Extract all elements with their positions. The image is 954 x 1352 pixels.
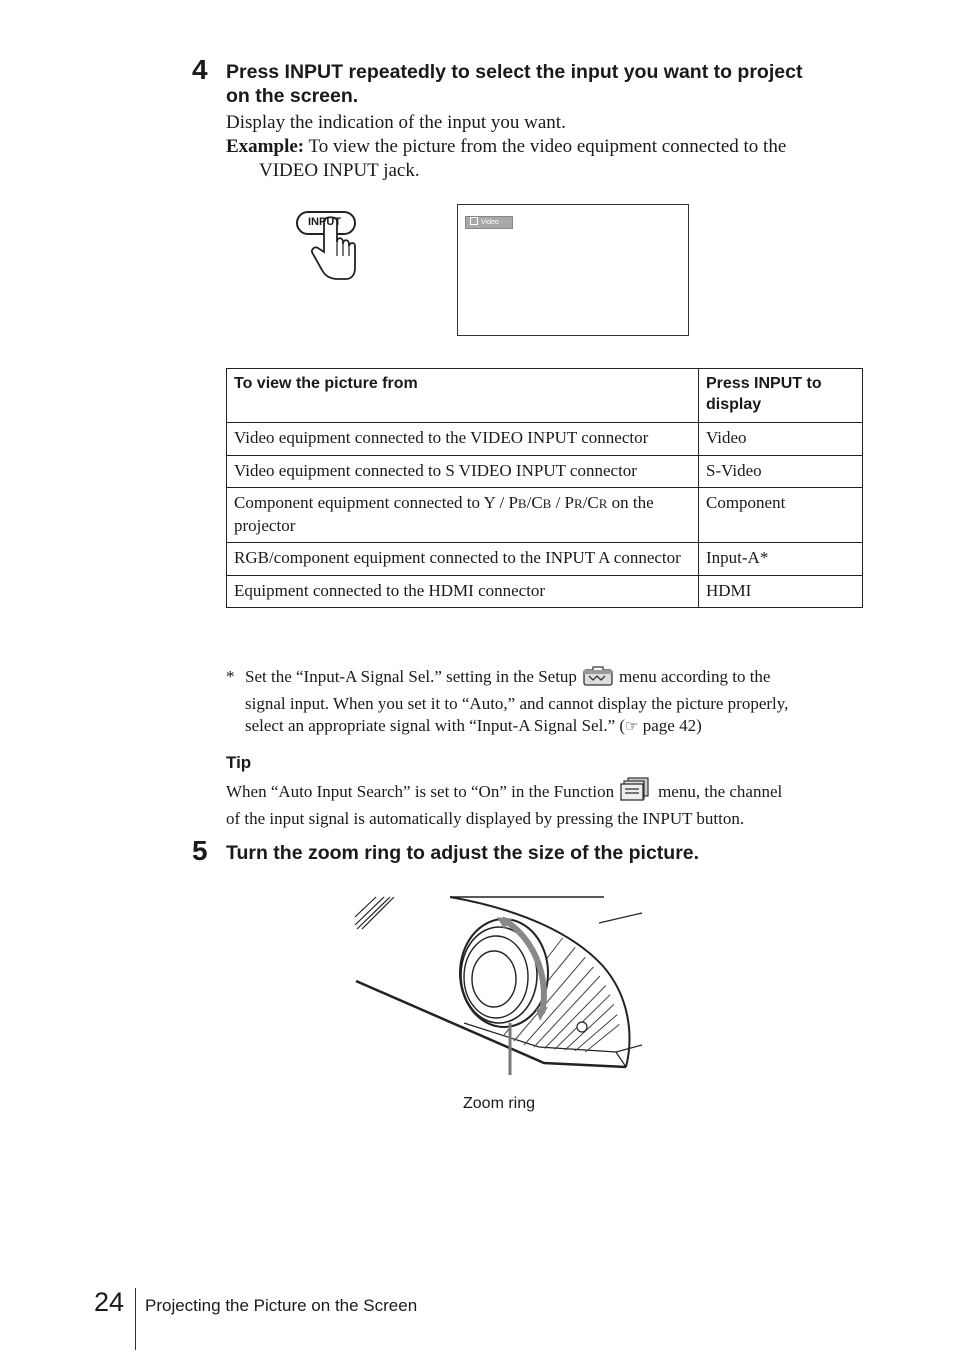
cell-text: /C [526, 493, 543, 512]
body-paragraph: Display the indication of the input you want. [226, 112, 566, 133]
input-button-label: INPUT [308, 216, 341, 228]
cell-text: B [517, 496, 527, 511]
table-cell: Component [699, 488, 863, 543]
step-heading-line: on the screen. [226, 85, 359, 107]
screen-illustration [457, 204, 689, 336]
table-cell: Input-A* [699, 543, 863, 576]
input-table [226, 368, 863, 608]
tip-heading: Tip [226, 753, 252, 772]
example-text: To view the picture from the video equipment connected to the [308, 136, 787, 157]
step-body [226, 111, 876, 183]
footer-divider [135, 1288, 136, 1350]
step-number: 4 [192, 54, 208, 85]
cell-text: R [574, 496, 583, 511]
table-header-row [227, 369, 863, 423]
footnote-text: select an appropriate signal with “Input-A Signal Sel.” ( [245, 716, 626, 735]
input-indicator [465, 216, 513, 229]
example-text-continued: VIDEO INPUT jack. [259, 160, 420, 181]
footnote-text: signal input. When you set it to “Auto,” and cannot display the picture properly, [245, 693, 789, 713]
function-menu-icon [620, 777, 652, 808]
table-cell [227, 488, 699, 543]
table-cell: Video [699, 423, 863, 456]
footnote [226, 666, 866, 739]
example-label: Example: [226, 136, 305, 157]
footnote-mark: * [226, 667, 235, 686]
table-cell: Equipment connected to the HDMI connector [227, 575, 699, 608]
projector-lens-illustration [354, 895, 644, 1075]
cell-text: Component equipment connected to Y / P [234, 493, 518, 512]
table-header: Press INPUT to display [699, 369, 863, 423]
cell-text: B [542, 496, 552, 511]
page-number: 24 [94, 1287, 125, 1317]
table-cell: Video equipment connected to S VIDEO INPUT connector [227, 455, 699, 488]
tip-text: When “Auto Input Search” is set to “On” in the Function [226, 782, 615, 801]
setup-menu-icon [583, 666, 613, 693]
table-row [227, 543, 863, 576]
cell-text: / P [551, 493, 575, 512]
step-heading: Turn the zoom ring to adjust the size of the picture. [226, 842, 700, 864]
tip-text: of the input signal is automatically displayed by pressing the INPUT button. [226, 808, 745, 828]
footnote-text: Set the “Input-A Signal Sel.” setting in the Setup [245, 667, 577, 686]
step-heading-line: Press INPUT repeatedly to select the input you want to project [226, 61, 803, 83]
input-button-illustration [294, 208, 364, 288]
table-row [227, 488, 863, 543]
table-header: To view the picture from [227, 369, 699, 423]
cell-text: on the projector [234, 493, 654, 535]
zoom-ring-callout: Zoom ring [463, 1095, 536, 1112]
input-indicator-label: Video [481, 219, 499, 226]
table-cell: HDMI [699, 575, 863, 608]
table-cell: S-Video [699, 455, 863, 488]
footnote-text: page 42) [638, 716, 702, 735]
table-cell: Video equipment connected to the VIDEO INPUT connector [227, 423, 699, 456]
step-number: 5 [192, 835, 208, 866]
tip-text: menu, the channel [658, 782, 783, 801]
table-row [227, 455, 863, 488]
example-paragraph [226, 135, 876, 159]
tip-body [226, 777, 866, 830]
table-row [227, 575, 863, 608]
section-title: Projecting the Picture on the Screen [145, 1296, 418, 1315]
cell-text: R [598, 496, 608, 511]
input-icon [470, 217, 478, 225]
table-row [227, 423, 863, 456]
footnote-text: menu according to the [618, 667, 771, 686]
cell-text: /C [582, 493, 599, 512]
table-cell: RGB/component equipment connected to the INPUT A connector [227, 543, 699, 576]
pointing-hand-icon: ☞ [625, 719, 639, 735]
step-heading [226, 60, 876, 108]
